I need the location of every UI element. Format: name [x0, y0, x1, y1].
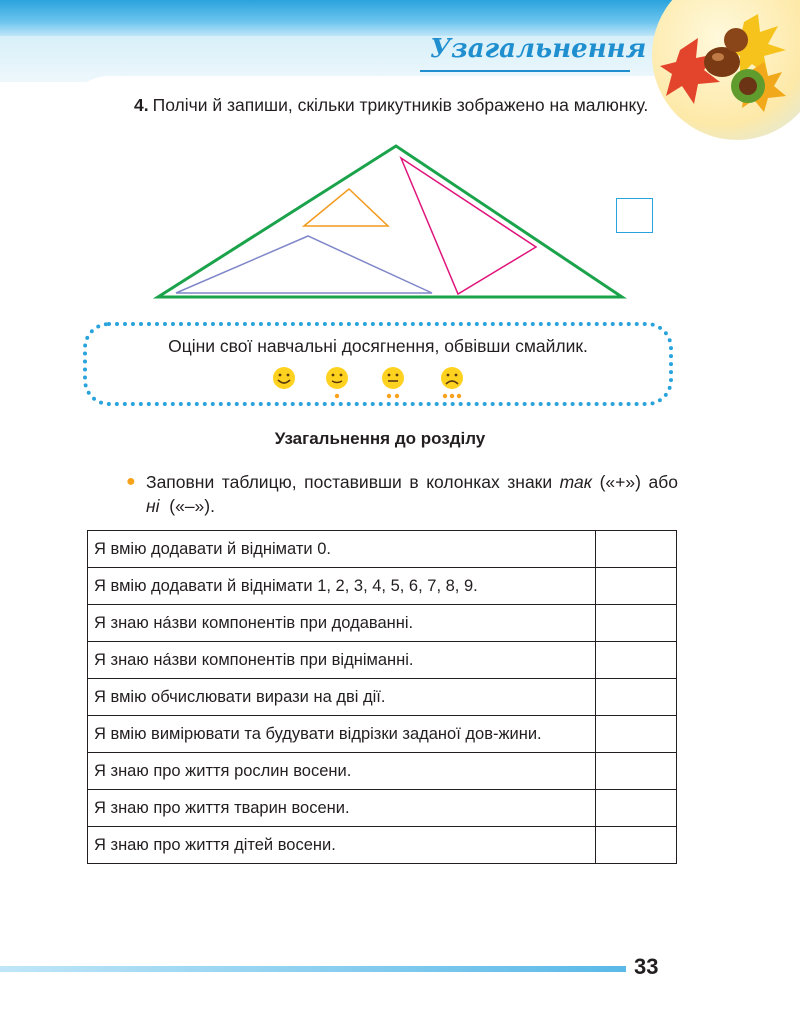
autumn-leaves-chestnuts-icon: [660, 10, 800, 120]
page-number: 33: [634, 954, 659, 979]
row-label: Я вмію додавати й віднімати 1, 2, 3, 4, 5, 6, 7, 8, 9.: [88, 568, 596, 605]
row-check-cell[interactable]: [595, 679, 676, 716]
row-check-cell[interactable]: [595, 827, 676, 864]
no-sign: («–»).: [169, 496, 215, 516]
table-row: [88, 716, 677, 753]
table-row: [88, 753, 677, 790]
yes-sign: («+»): [599, 472, 641, 492]
row-label: Я знаю про життя рослин восени.: [88, 753, 596, 790]
row-label: Я вмію обчислювати вирази на дві дії.: [88, 679, 596, 716]
summary-instruction: [126, 470, 678, 518]
instruction-text: Заповни таблицю, поставивши в колонках знаки: [146, 472, 560, 492]
section-title: Узагальнення: [430, 34, 647, 64]
summary-heading: Узагальнення до розділу: [274, 429, 486, 448]
task-4: [134, 94, 679, 116]
table-row: [88, 642, 677, 679]
answer-box[interactable]: [616, 198, 653, 233]
smiley-sad-icon[interactable]: [441, 367, 463, 398]
row-check-cell[interactable]: [595, 716, 676, 753]
smiley-neutral-icon[interactable]: [382, 367, 404, 398]
row-check-cell[interactable]: [595, 642, 676, 679]
row-label: Я знаю про життя тварин восени.: [88, 790, 596, 827]
row-label: Я знаю про життя дітей восени.: [88, 827, 596, 864]
word-no: ні: [146, 496, 160, 516]
skills-table: [87, 530, 677, 864]
triangles-figure: [150, 140, 630, 305]
row-label: Я вмію вимірювати та будувати відрізки заданої дов-жини.: [88, 716, 596, 753]
row-label: Я знаю нáзви компонентів при відніманні.: [88, 642, 596, 679]
row-label: Я знаю нáзви компонентів при додаванні.: [88, 605, 596, 642]
table-row: [88, 827, 677, 864]
row-check-cell[interactable]: [595, 568, 676, 605]
self-assessment-box: [83, 322, 673, 406]
table-row: [88, 790, 677, 827]
row-check-cell[interactable]: [595, 605, 676, 642]
row-check-cell[interactable]: [595, 790, 676, 827]
table-row: [88, 605, 677, 642]
footer-line: [0, 966, 626, 972]
task-text: Полічи й запиши, скільки трикутників зображено на малюнку.: [152, 95, 649, 115]
table-row: [88, 679, 677, 716]
bullet-dot-icon: ●: [126, 473, 136, 490]
smiley-smile-icon[interactable]: [326, 367, 348, 398]
word-yes: так: [559, 472, 593, 492]
triangle-orange-small: [304, 189, 388, 226]
row-check-cell[interactable]: [595, 753, 676, 790]
triangle-violet: [176, 236, 432, 293]
row-check-cell[interactable]: [595, 531, 676, 568]
word-or: або: [648, 472, 678, 492]
smileys-row: [267, 364, 507, 404]
table-row: [88, 531, 677, 568]
smiley-happy-icon[interactable]: [273, 367, 295, 389]
table-row: [88, 568, 677, 605]
task-number: 4.: [134, 95, 149, 115]
row-label: Я вмію додавати й віднімати 0.: [88, 531, 596, 568]
self-assessment-text: Оціни свої навчальні досягнення, обвівши смайлик.: [168, 336, 588, 356]
title-underline: [420, 70, 630, 72]
